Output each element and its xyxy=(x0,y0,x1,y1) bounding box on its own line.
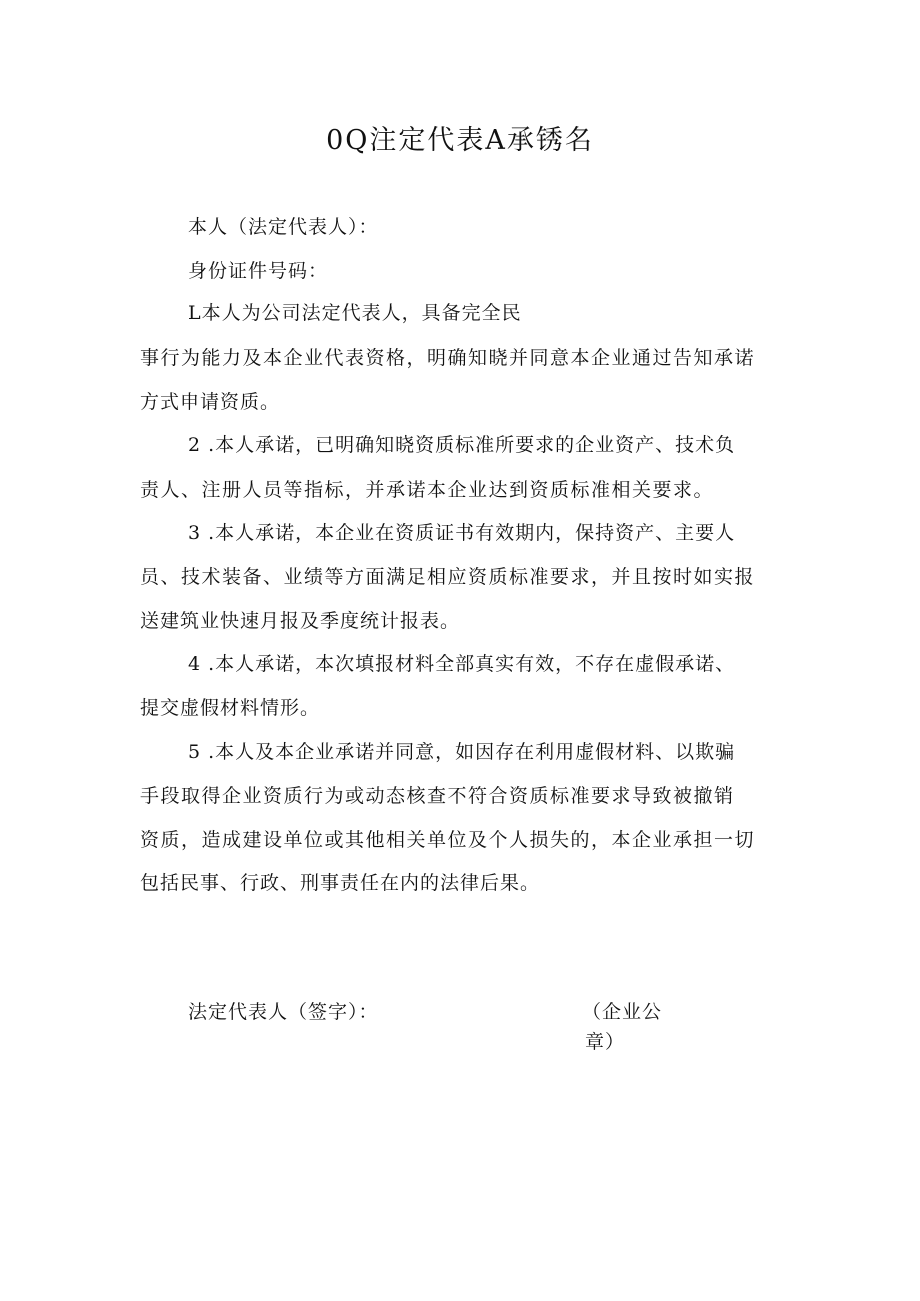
paragraph-line: 4 .本人承诺，本次填报材料全部真实有效，不存在虚假承诺、 xyxy=(188,653,736,675)
paragraph-line: 员、技术装备、业绩等方面满足相应资质标准要求，并且按时如实报 xyxy=(140,566,756,588)
paragraph-line: 资质，造成建设单位或其他相关单位及个人损失的，本企业承担一切 xyxy=(140,829,756,851)
paragraph-line: 2 .本人承诺，已明确知晓资质标准所要求的企业资产、技术负 xyxy=(188,434,736,456)
document-title: 0Q注定代表A承锈名 xyxy=(326,125,594,156)
company-seal-label-continued: 章） xyxy=(585,1031,626,1053)
paragraph-line: 送建筑业快速月报及季度统计报表。 xyxy=(140,610,461,632)
paragraph-line: 包括民事、行政、刑事责任在内的法律后果。 xyxy=(140,872,541,894)
paragraph-line: 3 .本人承诺，本企业在资质证书有效期内，保持资产、主要人 xyxy=(188,522,736,544)
paragraph-line: 方式申请资质。 xyxy=(140,391,281,413)
paragraph-line: L本人为公司法定代表人，具备完全民 xyxy=(188,302,522,324)
paragraph-line: 责人、注册人员等指标，并承诺本企业达到资质标准相关要求。 xyxy=(140,479,715,501)
paragraph-line: 手段取得企业资质行为或动态核查不符合资质标准要求导致被撤销 xyxy=(140,785,735,807)
signature-label: 法定代表人（签字）： xyxy=(188,1001,379,1023)
company-seal-label: （企业公 xyxy=(582,1001,663,1023)
legal-representative-line: 本人（法定代表人）： xyxy=(188,216,379,238)
id-number-line: 身份证件号码： xyxy=(188,260,329,282)
paragraph-line: 提交虚假材料情形。 xyxy=(140,697,321,719)
paragraph-line: 事行为能力及本企业代表资格，明确知晓并同意本企业通过告知承诺 xyxy=(140,347,756,369)
paragraph-line: 5 .本人及本企业承诺并同意，如因存在利用虚假材料、以欺骗 xyxy=(188,741,736,763)
